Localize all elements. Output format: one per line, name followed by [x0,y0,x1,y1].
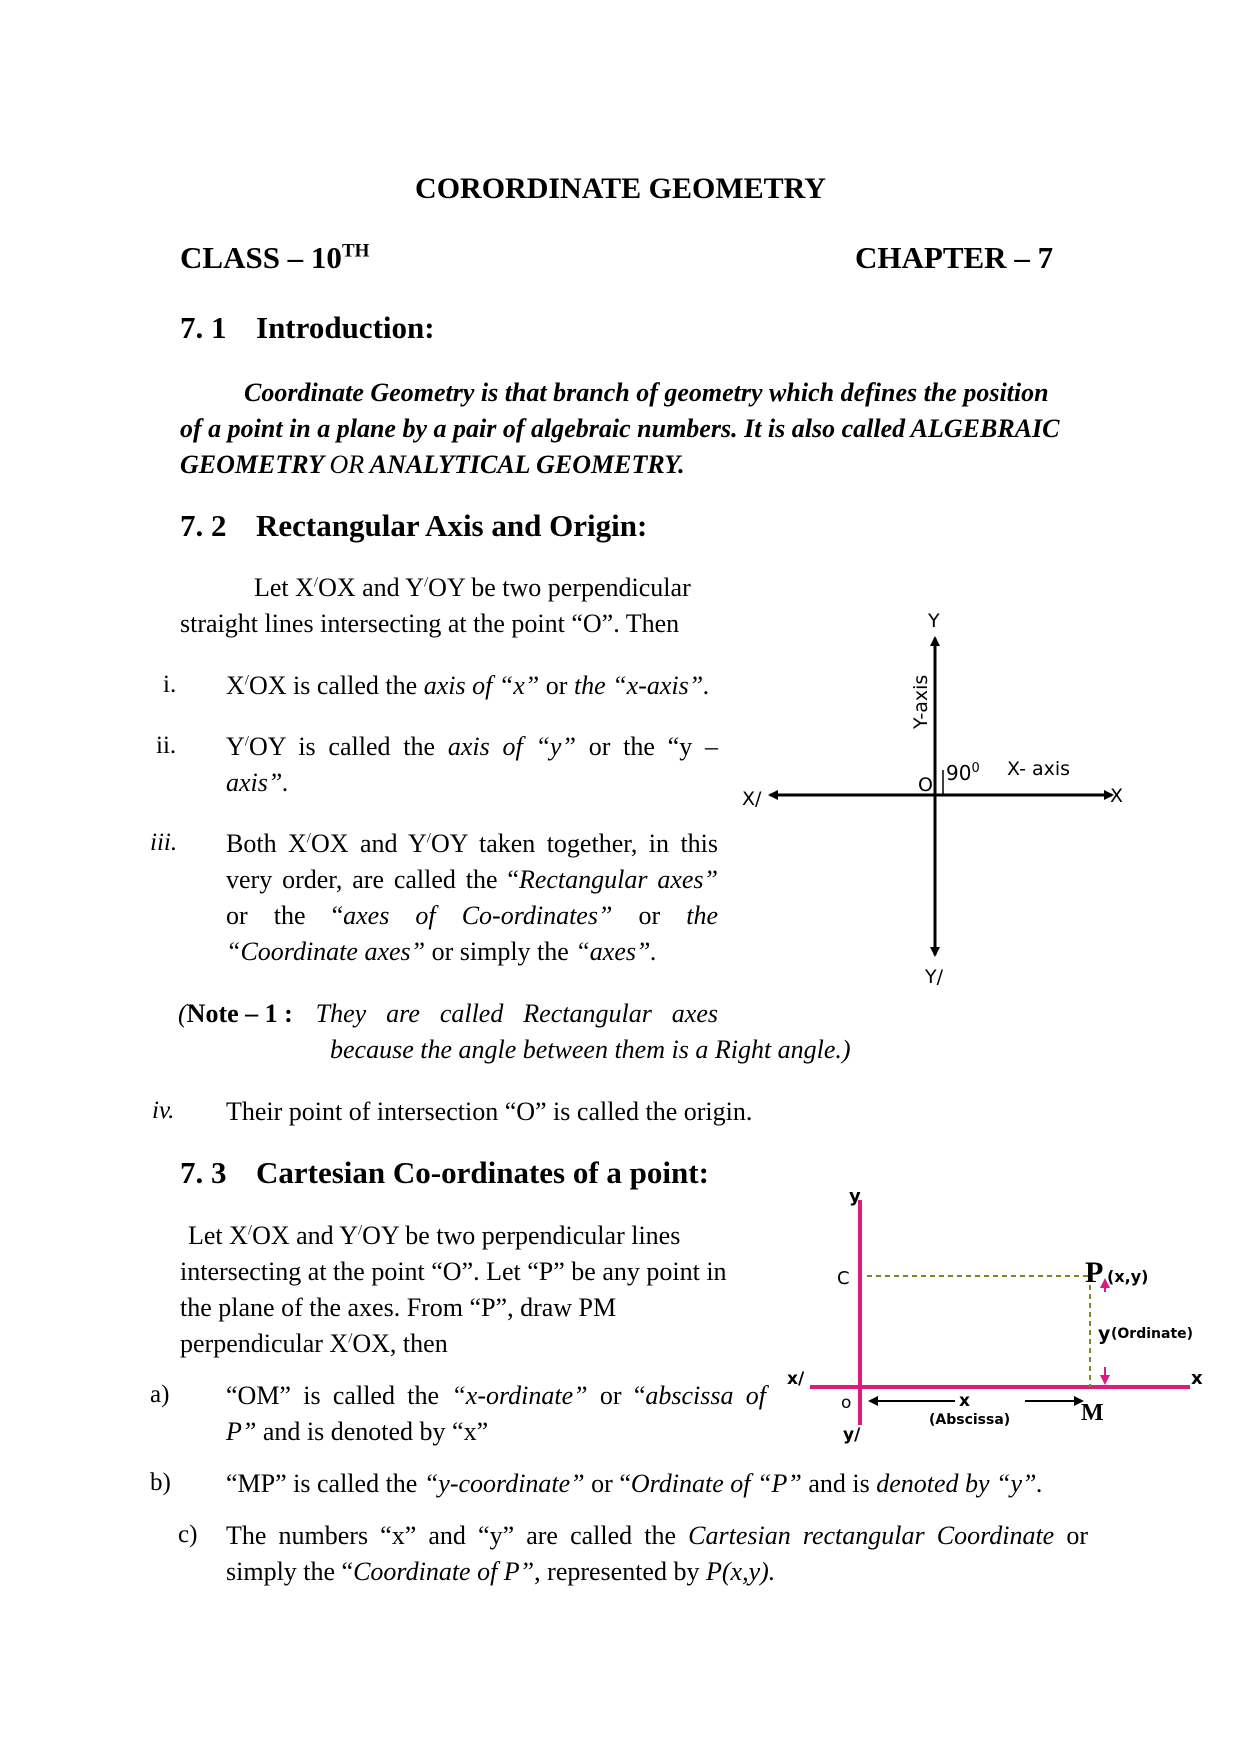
list-item-iii: Both X/OX and Y/OY taken together, in this very order, are called the “Rectangular axes” or the “axes of Co-ordinates” or the “Coordinate axes” or simply the “axes”. [226,829,719,966]
origin-label: o [841,1393,852,1413]
intro-paragraph: Coordinate Geometry is that branch of geometry which defines the position of a point in a plane by a pair of algebraic numbers. It is also called ALGEBRAIC GEOMETRY OR ANALYTICAL GEOMETRY. [180,378,1060,479]
list-item-i: X/OX is called the axis of “x” or the “x-axis”. [226,671,710,700]
angle-label: $90^0$ [946,761,980,785]
list-item-ii: Y/OY is called the axis of “y” or the “y – axis”. [226,732,718,797]
list-marker: a) [150,1381,170,1408]
list-item-iv: Their point of intersection “O” is called the origin. [226,1097,753,1126]
ordinate-y-label: y [1098,1323,1111,1345]
note-1-line2: because the angle between them is a Right angle.) [330,1035,851,1064]
ordinate-label: (Ordinate) [1111,1326,1194,1342]
section-heading-7-2: 7. 2 Rectangular Axis and Origin: [180,508,648,543]
point-p-coordinates: (x,y) [1107,1267,1149,1286]
class-label: CLASS – 10TH [180,240,370,275]
origin-label: O [918,774,933,796]
point-p-label: P [1085,1256,1104,1289]
m-label: M [1081,1400,1104,1426]
chapter-label: CHAPTER – 7 [855,240,1054,275]
y-prime-label: Y/ [925,966,944,988]
list-item-c: The numbers “x” and “y” are called the Cartesian rectangular Coordinate or simply the “Coordinate of P”, represented by P(x,y). [226,1521,1088,1586]
list-marker: c) [178,1521,198,1548]
x-label: x [1191,1368,1203,1389]
list-marker: iv. [152,1097,175,1124]
y-label: Y [928,610,940,632]
section-heading-7-3: 7. 3 Cartesian Co-ordinates of a point: [180,1155,709,1190]
list-marker: iii. [150,829,178,856]
note-1: ( Note – 1 : They are called Rectangular axes [178,999,718,1028]
page-title: CORORDINATE GEOMETRY [415,172,826,205]
x-prime-label: x/ [787,1369,805,1389]
section-heading-7-1: 7. 1 Introduction: [180,310,435,345]
list-marker: ii. [156,732,177,759]
axis-paragraph: Let X/OX and Y/OY be two perpendicular straight lines intersecting at the point “O”. Then [180,573,691,638]
list-marker: i. [163,671,177,698]
x-axis-label: X- axis [1007,758,1071,780]
cartesian-paragraph: Let X/OX and Y/OY be two perpendicular lines intersecting at the point “O”. Let “P” be any point in the plane of the axes. From “P”, draw PM perpendicular X/OX, then [180,1221,727,1358]
list-marker: b) [150,1469,171,1496]
cartesian-coordinates-figure [785,1180,1205,1450]
y-prime-label: y/ [843,1425,861,1445]
c-label: C [837,1268,850,1289]
y-label: y [849,1186,861,1207]
abscissa-label: (Abscissa) [929,1412,1011,1428]
list-item-a: “OM” is called the “x-ordinate” or “abscissa of P” and is denoted by “x” [226,1381,766,1446]
x-label: X [1110,785,1124,807]
rectangular-axes-figure [740,605,1130,1005]
list-item-b: “MP” is called the “y-coordinate” or “Ordinate of “P” and is denoted by “y”. [226,1469,1044,1498]
x-prime-label: X/ [742,788,762,810]
abscissa-x-label: x [959,1391,970,1411]
y-axis-label: Y-axis [910,674,932,729]
